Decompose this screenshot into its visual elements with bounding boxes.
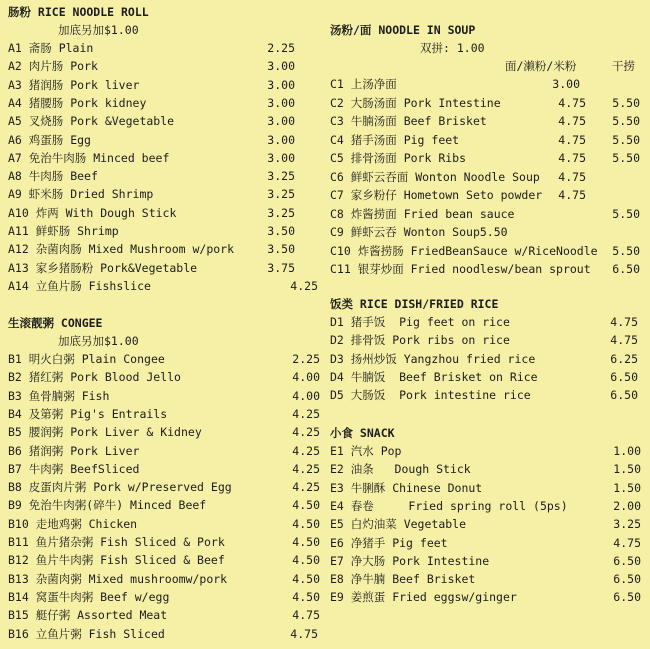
menu-item bbox=[330, 223, 508, 241]
menu-item bbox=[8, 533, 225, 551]
item-price: 4.00 bbox=[292, 370, 320, 385]
item-price-noodle: 3.00 bbox=[552, 77, 580, 91]
section-note: 双拼: 1.00 bbox=[420, 41, 485, 55]
item-price: 3.25 bbox=[267, 205, 295, 220]
item-code: A10 bbox=[8, 205, 29, 220]
item-price: 4.25 bbox=[292, 406, 320, 421]
item-code: A9 bbox=[8, 187, 22, 202]
item-name: 猪红粥 Pork Blood Jello bbox=[21, 370, 181, 385]
item-code: B2 bbox=[8, 370, 22, 385]
item-price-dry: 5.50 bbox=[612, 206, 640, 221]
menu-item bbox=[8, 478, 232, 496]
menu-item bbox=[8, 131, 91, 149]
item-price: 2.00 bbox=[613, 498, 641, 513]
section-title: 小食 SNACK bbox=[330, 426, 395, 440]
item-code: B15 bbox=[8, 608, 29, 623]
item-name: 立鱼片粥 Fish Sliced bbox=[28, 626, 165, 641]
item-price: 3.75 bbox=[267, 260, 295, 275]
item-code: B3 bbox=[8, 388, 22, 403]
item-price: 4.50 bbox=[292, 516, 320, 531]
item-code: E6 bbox=[330, 535, 344, 550]
item-code: E7 bbox=[330, 553, 344, 568]
menu-item bbox=[8, 76, 139, 94]
item-name: 斋肠 Plain bbox=[21, 41, 94, 55]
item-price: 1.00 bbox=[613, 444, 641, 458]
item-code: C2 bbox=[330, 95, 344, 110]
item-price: 1.50 bbox=[613, 480, 641, 495]
item-name: 猪润肠 Pork liver bbox=[21, 77, 140, 92]
menu-item bbox=[330, 368, 538, 386]
item-price: 4.75 bbox=[290, 626, 318, 641]
column-header-dry: 干捞 bbox=[612, 59, 635, 73]
item-name: 牛腩饭 Beef Brisket on Rice bbox=[343, 369, 538, 384]
item-name: 及第粥 Pig's Entrails bbox=[21, 406, 168, 421]
section-note: 加底另加$1.00 bbox=[58, 334, 139, 348]
item-name: 排骨饭 Pork ribs on rice bbox=[343, 333, 510, 348]
item-name: 扬州炒饭 Yangzhou fried rice bbox=[343, 351, 536, 366]
item-code: B11 bbox=[8, 535, 29, 549]
menu-item bbox=[330, 515, 466, 533]
menu-item bbox=[8, 588, 169, 606]
item-code: B1 bbox=[8, 352, 22, 366]
menu-item bbox=[8, 368, 181, 386]
item-price: 3.50 bbox=[267, 242, 295, 257]
item-price: 3.50 bbox=[267, 224, 295, 238]
section-title: 生滚靓粥 CONGEE bbox=[8, 316, 103, 330]
menu-item bbox=[8, 57, 98, 75]
item-code: B4 bbox=[8, 406, 22, 421]
menu-item bbox=[8, 405, 167, 423]
item-code: C10 bbox=[330, 243, 351, 258]
item-name: 免治牛肉肠 Minced beef bbox=[21, 150, 170, 165]
item-price: 4.25 bbox=[292, 443, 320, 458]
item-name: 免治牛肉粥(碎牛) Minced Beef bbox=[21, 498, 207, 513]
item-code: A8 bbox=[8, 169, 22, 184]
item-code: A3 bbox=[8, 77, 22, 92]
item-code: C11 bbox=[330, 262, 351, 276]
item-code: B14 bbox=[8, 589, 29, 604]
section-title: 肠粉 RICE NOODLE ROLL bbox=[8, 5, 149, 19]
item-name: 猪手汤面 Pig feet bbox=[343, 132, 460, 147]
item-price-noodle: 4.75 bbox=[558, 151, 586, 165]
item-code: A1 bbox=[8, 41, 22, 55]
menu-item bbox=[330, 131, 459, 149]
item-name: 明火白粥 Plain Congee bbox=[21, 352, 165, 366]
item-code: E2 bbox=[330, 462, 344, 477]
item-price-dry: 5.50 bbox=[612, 151, 640, 165]
menu-item bbox=[330, 112, 487, 130]
item-name: 家乡粉仔 Hometown Seto powder bbox=[343, 188, 543, 202]
menu-item bbox=[8, 423, 202, 441]
menu-item bbox=[330, 75, 397, 93]
menu-item bbox=[330, 242, 598, 260]
item-code: E3 bbox=[330, 480, 344, 495]
item-price: 1.50 bbox=[613, 462, 641, 477]
item-name: 鱼片牛肉粥 Fish Sliced & Beef bbox=[28, 553, 225, 568]
menu-item bbox=[330, 386, 531, 404]
menu-item bbox=[330, 186, 542, 204]
item-name: 春卷 Fried spring roll (5ps) bbox=[343, 498, 568, 513]
item-code: B12 bbox=[8, 553, 29, 568]
item-name: 杂菌肉粥 Mixed mushroomw/pork bbox=[28, 571, 228, 586]
item-code: C4 bbox=[330, 132, 344, 147]
item-price: 4.50 bbox=[292, 498, 320, 513]
item-name: 姜煎蛋 Fried eggsw/ginger bbox=[343, 590, 517, 605]
item-price: 6.50 bbox=[610, 388, 638, 403]
item-code: D1 bbox=[330, 315, 344, 329]
menu-item bbox=[8, 387, 109, 405]
item-name: 银芽炒面 Fried noodlesw/bean sprout bbox=[350, 262, 591, 276]
item-name: 净猪手 Pig feet bbox=[343, 535, 448, 550]
menu-item bbox=[8, 259, 197, 277]
item-price: 3.00 bbox=[267, 59, 295, 74]
item-name: 家乡猪肠粉 Pork&Vegetable bbox=[28, 260, 198, 275]
item-name: 猪润粥 Pork Liver bbox=[21, 443, 140, 458]
menu-item bbox=[8, 204, 176, 222]
item-name: 排骨汤面 Pork Ribs bbox=[343, 151, 467, 165]
section-title: 汤粉/面 NOODLE IN SOUP bbox=[330, 23, 476, 37]
menu-item bbox=[330, 331, 510, 349]
item-code: B13 bbox=[8, 571, 29, 586]
menu-item bbox=[330, 168, 540, 186]
item-name: 净大肠 Pork Intestine bbox=[343, 553, 490, 568]
item-code: B5 bbox=[8, 425, 22, 440]
item-code: B16 bbox=[8, 626, 29, 641]
item-price: 3.25 bbox=[267, 187, 295, 202]
item-price: 4.50 bbox=[292, 535, 320, 549]
item-code: A5 bbox=[8, 114, 22, 129]
item-price-dry: 5.50 bbox=[612, 95, 640, 110]
item-code: D4 bbox=[330, 369, 344, 384]
item-code: C9 bbox=[330, 225, 344, 239]
item-name: 皮蛋肉片粥 Pork w/Preserved Egg bbox=[21, 480, 232, 495]
menu-item bbox=[330, 260, 591, 278]
item-name: 汽水 Pop bbox=[343, 444, 402, 458]
item-name: 立鱼片肠 Fishslice bbox=[28, 278, 151, 293]
item-code: D5 bbox=[330, 388, 344, 403]
item-price: 4.50 bbox=[292, 589, 320, 604]
menu-item bbox=[8, 167, 98, 185]
item-code: C1 bbox=[330, 77, 344, 91]
item-name: 肉片肠 Pork bbox=[21, 59, 98, 74]
menu-item bbox=[8, 94, 146, 112]
item-code: B6 bbox=[8, 443, 22, 458]
item-price: 4.25 bbox=[292, 425, 320, 440]
item-name: 净牛腩 Beef Brisket bbox=[343, 572, 476, 587]
item-name: 鱼骨腩粥 Fish bbox=[21, 388, 110, 403]
item-price-noodle: 4.75 bbox=[558, 132, 586, 147]
item-name: 大肠汤面 Pork Intestine bbox=[343, 95, 501, 110]
item-price-dry: 6.50 bbox=[612, 262, 640, 276]
item-code: A7 bbox=[8, 150, 22, 165]
item-code: D2 bbox=[330, 333, 344, 348]
item-price: 4.75 bbox=[610, 333, 638, 348]
menu-item bbox=[8, 149, 169, 167]
item-name: 腰润粥 Pork Liver & Kidney bbox=[21, 425, 202, 440]
item-code: A13 bbox=[8, 260, 29, 275]
item-price: 3.00 bbox=[267, 95, 295, 110]
menu-item bbox=[330, 94, 501, 112]
item-code: B7 bbox=[8, 461, 22, 476]
item-price: 3.25 bbox=[613, 517, 641, 532]
item-code: A6 bbox=[8, 132, 22, 147]
item-name: 牛脷酥 Chinese Donut bbox=[343, 480, 483, 495]
menu-item bbox=[330, 350, 535, 368]
menu-item bbox=[330, 205, 514, 223]
item-name: 白灼油菜 Vegetable bbox=[343, 517, 467, 532]
menu-item bbox=[8, 277, 151, 295]
item-name: 上汤净面 bbox=[343, 77, 397, 91]
item-name: 牛肉肠 Beef bbox=[21, 169, 98, 184]
item-name: 鲜虾云吞面 Wonton Noodle Soup bbox=[343, 169, 540, 184]
item-name: 猪腰肠 Pork kidney bbox=[21, 95, 147, 110]
item-price-noodle: 4.75 bbox=[558, 188, 586, 202]
item-price: 2.25 bbox=[267, 41, 295, 55]
item-code: A14 bbox=[8, 278, 29, 293]
menu-item bbox=[8, 606, 167, 624]
item-name: 窝蛋牛肉粥 Beef w/egg bbox=[28, 589, 170, 604]
item-price: 3.00 bbox=[267, 150, 295, 165]
menu-item bbox=[8, 551, 225, 569]
menu-item bbox=[330, 479, 482, 497]
item-code: C7 bbox=[330, 188, 344, 202]
item-name: 猪手饭 Pig feet on rice bbox=[343, 315, 510, 329]
item-name: 鲜虾肠 Shrimp bbox=[28, 224, 119, 238]
item-name: 油条 Dough Stick bbox=[343, 462, 471, 477]
menu-item bbox=[8, 515, 137, 533]
item-price: 4.75 bbox=[613, 535, 641, 550]
item-price-noodle: 4.75 bbox=[558, 95, 586, 110]
item-price: 6.50 bbox=[613, 553, 641, 568]
item-code: C6 bbox=[330, 169, 344, 184]
item-price-dry: 5.50 bbox=[612, 114, 640, 128]
item-price: 4.25 bbox=[290, 278, 318, 293]
item-price: 4.00 bbox=[292, 388, 320, 403]
menu-item bbox=[8, 496, 206, 514]
item-price: 3.00 bbox=[267, 77, 295, 92]
item-price-dry: 5.50 bbox=[612, 132, 640, 147]
item-price-dry: 5.50 bbox=[612, 243, 640, 258]
item-price: 4.50 bbox=[292, 553, 320, 568]
item-code: B9 bbox=[8, 498, 22, 513]
item-code: A2 bbox=[8, 59, 22, 74]
item-name: 走地鸡粥 Chicken bbox=[28, 516, 138, 531]
item-code: E9 bbox=[330, 590, 344, 605]
item-code: C3 bbox=[330, 114, 344, 128]
item-code: B8 bbox=[8, 480, 22, 495]
menu-item bbox=[330, 149, 466, 167]
item-price: 3.25 bbox=[267, 169, 295, 184]
item-code: C5 bbox=[330, 151, 344, 165]
item-code: E1 bbox=[330, 444, 344, 458]
menu-item bbox=[8, 222, 119, 240]
item-code: A4 bbox=[8, 95, 22, 110]
item-price-noodle: 4.75 bbox=[558, 114, 586, 128]
menu-item bbox=[330, 497, 568, 515]
item-code: B10 bbox=[8, 516, 29, 531]
item-name: 炸酱捞面 Fried bean sauce bbox=[343, 206, 515, 221]
item-price: 6.50 bbox=[613, 572, 641, 587]
item-name: 牛肉粥 BeefSliced bbox=[21, 461, 140, 476]
item-code: E4 bbox=[330, 498, 344, 513]
item-code: C8 bbox=[330, 206, 344, 221]
item-code: A11 bbox=[8, 224, 29, 238]
item-price: 4.75 bbox=[292, 608, 320, 623]
menu-item bbox=[330, 534, 448, 552]
item-price: 6.25 bbox=[610, 351, 638, 366]
menu-item bbox=[330, 460, 471, 478]
item-price: 4.75 bbox=[610, 315, 638, 329]
item-price: 4.50 bbox=[292, 571, 320, 586]
item-name: 虾米肠 Dried Shrimp bbox=[21, 187, 154, 202]
menu-item bbox=[330, 313, 510, 331]
item-code: E8 bbox=[330, 572, 344, 587]
item-name: 鲜虾云吞 Wonton Soup5.50 bbox=[343, 225, 508, 239]
column-header-noodle: 面/濑粉/米粉 bbox=[505, 59, 577, 73]
menu-item bbox=[330, 442, 401, 460]
menu-item bbox=[8, 460, 139, 478]
item-code: A12 bbox=[8, 242, 29, 257]
menu-item bbox=[8, 39, 93, 57]
item-price: 4.25 bbox=[292, 461, 320, 476]
item-price-noodle: 4.75 bbox=[558, 169, 586, 184]
menu-item bbox=[8, 112, 174, 130]
item-price: 6.50 bbox=[613, 590, 641, 605]
item-price: 2.25 bbox=[292, 352, 320, 366]
item-name: 炸两 With Dough Stick bbox=[28, 205, 177, 220]
item-code: E5 bbox=[330, 517, 344, 532]
item-name: 炸酱捞肠 FriedBeanSauce w/RiceNoodle bbox=[350, 243, 598, 258]
section-note: 加底另加$1.00 bbox=[58, 23, 139, 37]
item-name: 杂菌肉肠 Mixed Mushroom w/pork bbox=[28, 242, 235, 257]
item-price: 6.50 bbox=[610, 369, 638, 384]
menu-item bbox=[8, 442, 139, 460]
menu-item bbox=[330, 552, 489, 570]
item-name: 鱼片猪杂粥 Fish Sliced & Pork bbox=[28, 535, 225, 549]
item-name: 大肠饭 Pork intestine rice bbox=[343, 388, 531, 403]
menu-item bbox=[330, 588, 517, 606]
menu-item bbox=[8, 625, 165, 643]
item-price: 3.00 bbox=[267, 114, 295, 129]
item-code: D3 bbox=[330, 351, 344, 366]
section-title: 饭类 RICE DISH/FRIED RICE bbox=[330, 297, 499, 311]
item-name: 牛腩汤面 Beef Brisket bbox=[343, 114, 487, 128]
item-price: 3.00 bbox=[267, 132, 295, 147]
item-price: 4.25 bbox=[292, 480, 320, 495]
menu-item bbox=[8, 185, 153, 203]
item-name: 叉烧肠 Pork &Vegetable bbox=[21, 114, 175, 129]
item-name: 鸡蛋肠 Egg bbox=[21, 132, 91, 147]
menu-item bbox=[8, 570, 227, 588]
menu-item bbox=[330, 570, 475, 588]
menu-item bbox=[8, 350, 165, 368]
item-name: 艇仔粥 Assorted Meat bbox=[28, 608, 168, 623]
menu-item bbox=[8, 240, 234, 258]
